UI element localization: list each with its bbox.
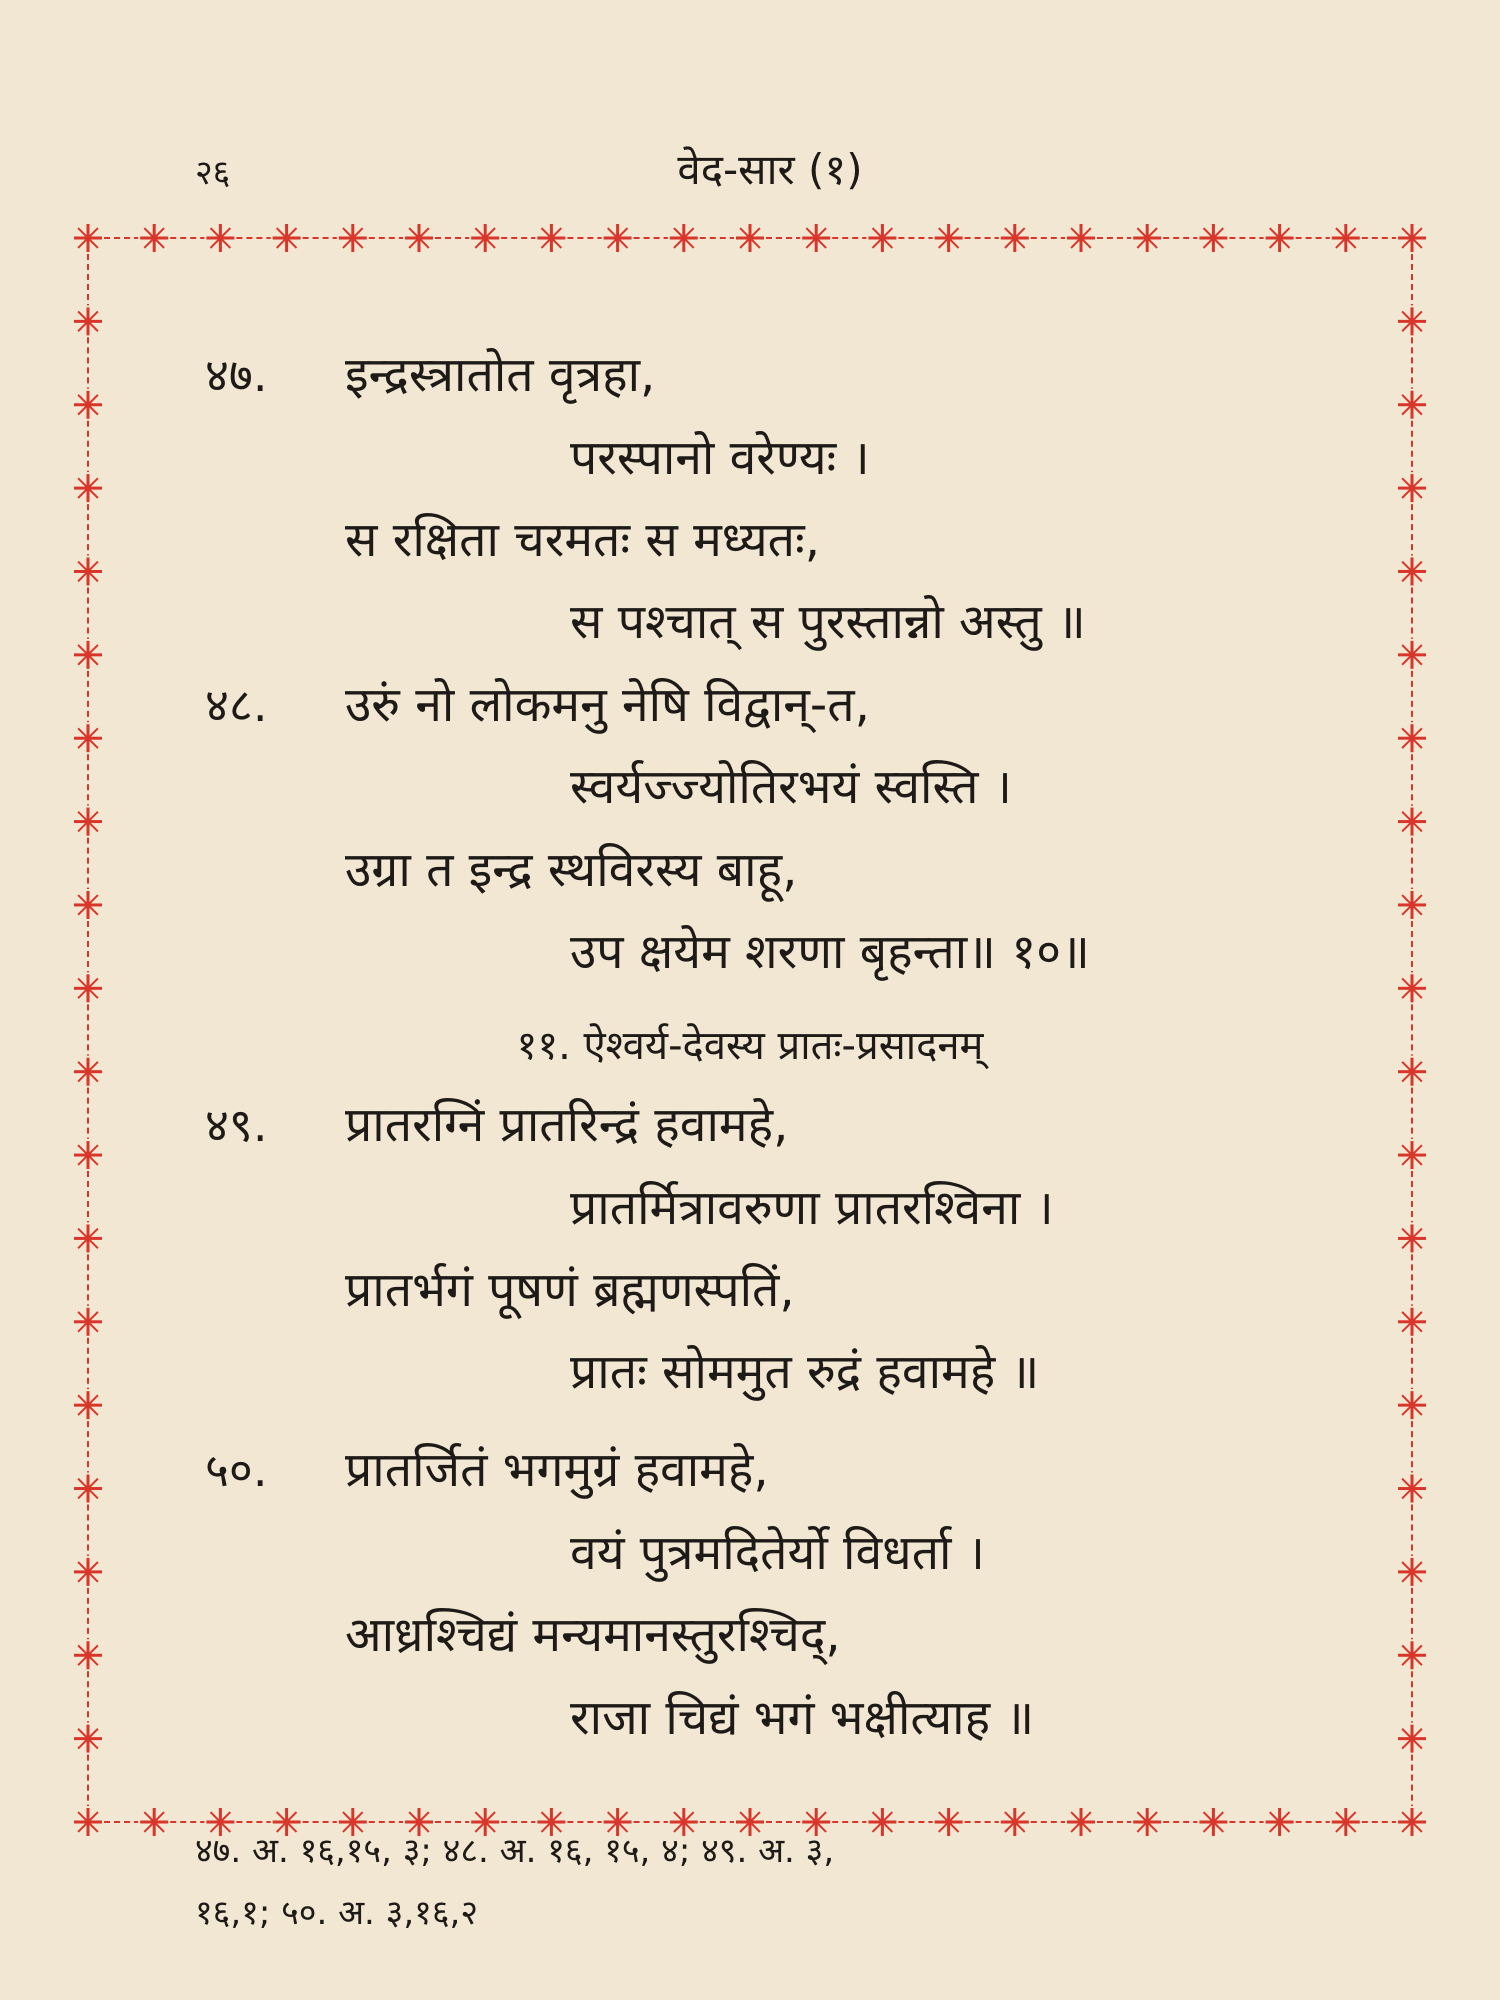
verse-line: राजा चिद्यं भगं भक्षीत्याह ॥	[570, 1690, 1035, 1746]
footnotes	[195, 1820, 1375, 1944]
verse-line: प्रातर्मित्रावरुणा प्रातरश्विना ।	[570, 1180, 1054, 1236]
verse-number: ४९.	[205, 1098, 268, 1152]
verse-line: इन्द्रस्त्रातोत वृत्रहा,	[345, 347, 656, 403]
verse-number: ४८.	[205, 678, 268, 732]
verse-line: प्रातर्जितं भगमुग्रं हवामहे,	[345, 1442, 769, 1498]
footnote-line: ४७. अ. १६,१५, ३; ४८. अ. १६, १५, ४; ४९. अ. ३,	[195, 1831, 835, 1871]
verse-line: प्रातरग्निं प्रातरिन्द्रं हवामहे,	[345, 1097, 789, 1153]
footnote-line: १६,१; ५०. अ. ३,१६,२	[195, 1893, 479, 1933]
verse-line: स रक्षिता चरमतः स मध्यतः,	[345, 512, 820, 568]
verse-number: ४७.	[205, 348, 268, 402]
verse-number: ५०.	[205, 1443, 268, 1497]
section-title: ११. ऐश्वर्य-देवस्य प्रातः-प्रसादनम्	[516, 1023, 984, 1069]
verse-line: वयं पुत्रमदितेर्यो विधर्ता ।	[570, 1525, 985, 1581]
verse-line: प्रातर्भगं पूषणं ब्रह्मणस्पतिं,	[345, 1262, 795, 1318]
verse-line: प्रातः सोममुत रुद्रं हवामहे ॥	[570, 1344, 1040, 1400]
verse-line: परस्पानो वरेण्यः ।	[570, 430, 870, 486]
verse-line: स्वर्यज्ज्योतिरभयं स्वस्ति ।	[570, 759, 1012, 815]
page-number: २६	[195, 153, 231, 193]
verse-line: उप क्षयेम शरणा बृहन्ता॥ १०॥	[570, 924, 1090, 980]
running-title: वेद-सार (१)	[677, 145, 863, 194]
verse-line: उरुं नो लोकमनु नेषि विद्वान्-त,	[345, 677, 870, 733]
verse-line: स पश्चात् स पुरस्तान्नो अस्तु ॥	[570, 594, 1086, 650]
verse-line: उग्रा त इन्द्र स्थविरस्य बाहू,	[345, 842, 798, 898]
verse-line: आध्रश्चिद्यं मन्यमानस्तुरश्चिद्,	[345, 1607, 841, 1663]
